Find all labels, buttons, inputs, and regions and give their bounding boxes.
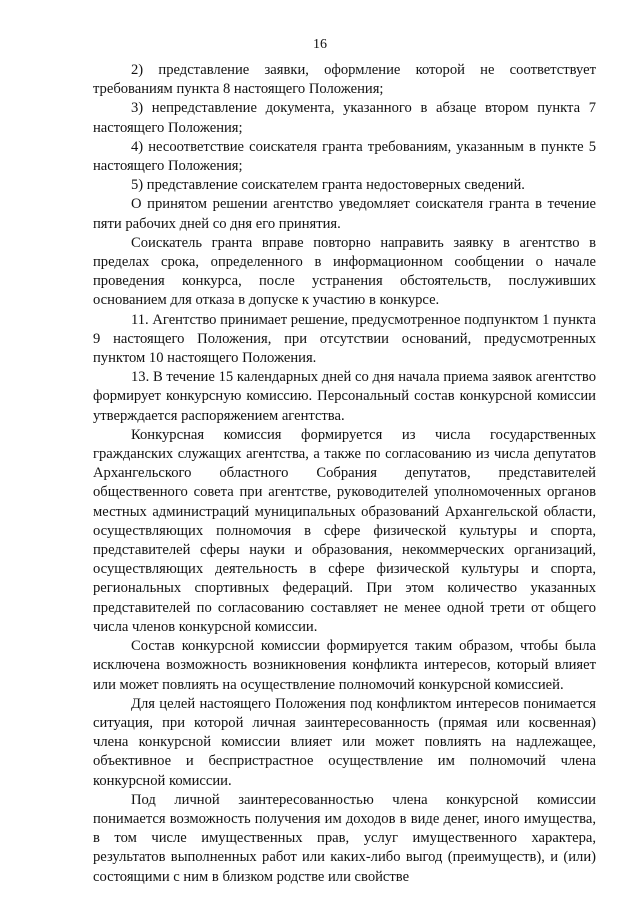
paragraph-conflict-exclusion: Состав конкурсной комиссии формируется таким образом, чтобы была исключена возможность возникновения конфликта интересов, который влияет или может повлиять на осуществление полномочий конкурсной комиссией. — [93, 638, 596, 693]
paragraph-point-11: 11. Агентство принимает решение, предусмотренное подпунктом 1 пункта 9 настоящего Положения, при отсутствии оснований, предусмотренных пунктом 10 настоящего Положения. — [93, 311, 596, 367]
page-number: 16 — [313, 37, 327, 52]
paragraph-item-2: 2) представление заявки, оформление которой не соответствует требованиям пункта 8 настоящего Положения; — [93, 62, 596, 98]
paragraph-personal-interest: Под личной заинтересованностью члена конкурсной комиссии понимается возможность получения им доходов в виде денег, иного имущества, в том числе имущественных прав, услуг имущественного характера, результатов выполненных работ или каких-либо выгод (преимуществ), и (или) состоящими с ним в близком родстве или свойстве — [93, 791, 596, 885]
paragraph-resubmission: Соискатель гранта вправе повторно направить заявку в агентство в пределах срока, определенного в информационном сообщении о начале проведения конкурса, после устранения обстоятельств, послуживших основанием для отказа в допуске к участию в конкурсе. — [93, 234, 596, 309]
document-body — [93, 61, 596, 887]
paragraph-point-13: 13. В течение 15 календарных дней со дня начала приема заявок агентство формирует конкурсную комиссию. Персональный состав конкурсной комиссии утверждается распоряжением агентства. — [93, 369, 596, 424]
paragraph-item-5: 5) представление соискателем гранта недостоверных сведений. — [131, 177, 525, 194]
paragraph-conflict-definition: Для целей настоящего Положения под конфликтом интересов понимается ситуация, при которой личная заинтересованность (прямая или косвенная) члена конкурсной комиссии влияет или может повлиять на надлежащее, объективное и беспристрастное осуществление им полномочий члена конкурсной комиссии. — [93, 695, 596, 789]
paragraph-commission-composition: Конкурсная комиссия формируется из числа государственных гражданских служащих агентства, а также по согласованию из числа депутатов Архангельского областного Собрания депутатов, представителей общественного совета при агентстве, руководителей уполномоченных органов местных администраций муниципальных образований Архангельской области, осуществляющих полномочия в сфере физической культуры и спорта, представителей сферы науки и образования, некоммерческих организаций, осуществляющих деятельность в сфере физической культуры и спорта, региональных спортивных федераций. При этом количество указанных представителей по согласованию составляет не менее одной трети от общего числа членов конкурсной комиссии. — [93, 426, 596, 635]
paragraph-item-3: 3) непредставление документа, указанного в абзаце втором пункта 7 настоящего Положения; — [93, 100, 596, 136]
paragraph-notification: О принятом решении агентство уведомляет соискателя гранта в течение пяти рабочих дней со дня его принятия. — [93, 196, 596, 232]
paragraph-item-4: 4) несоответствие соискателя гранта требованиям, указанным в пункте 5 настоящего Положения; — [93, 138, 596, 175]
